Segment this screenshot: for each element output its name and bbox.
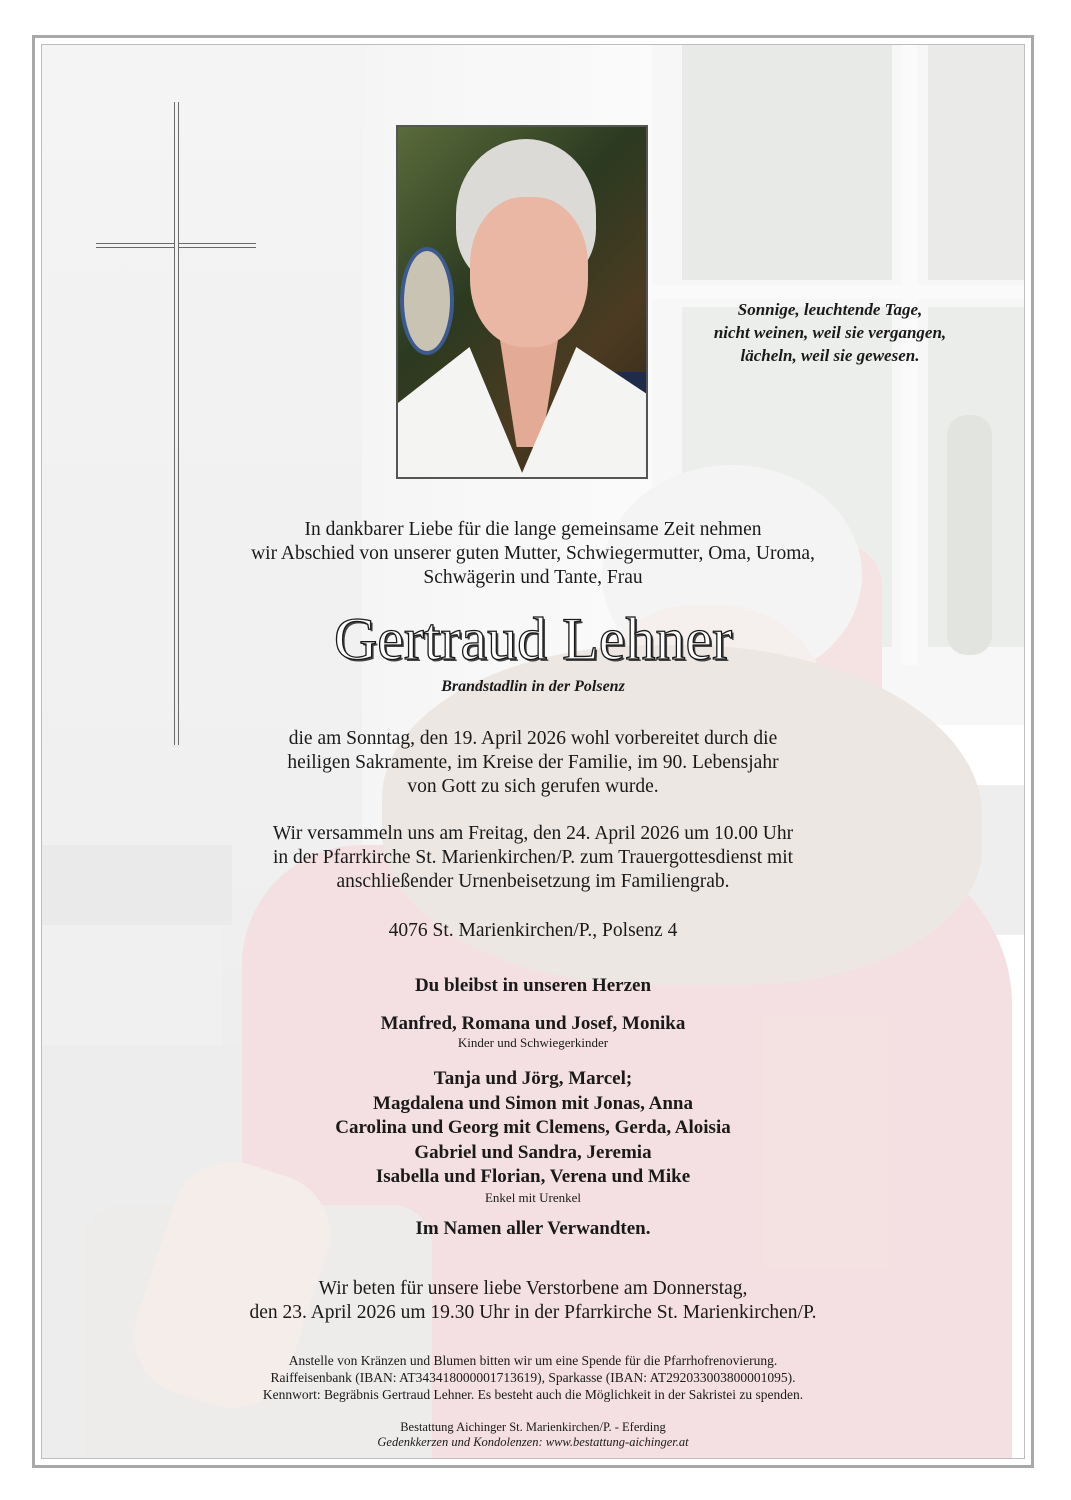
undertaker-name: Bestattung Aichinger St. Marienkirchen/P. - Eferding [400,1420,666,1434]
passing-line: die am Sonntag, den 19. April 2026 wohl vorbereitet durch die [288,728,778,749]
children-block [41,1013,1025,1051]
quote-line: nicht weinen, weil sie vergangen, [713,323,947,342]
service-line: Wir versammeln uns am Freitag, den 24. April 2026 um 10.00 Uhr [272,823,794,844]
service-text [41,822,1025,894]
donation-line: Kennwort: Begräbnis Gertraud Lehner. Es besteht auch die Möglichkeit in der Sakristei zu spenden. [262,1387,804,1402]
passing-line: von Gott zu sich gerufen wurde. [407,776,659,797]
quote-line: Sonnige, leuchtende Tage, [737,300,923,319]
children-role: Kinder und Schwiegerkinder [457,1035,609,1050]
donation-note [41,1352,1025,1403]
grandchildren-block [41,1067,1025,1206]
grandchildren-line: Isabella und Florian, Verena und Mike [375,1166,691,1187]
prayer-text [41,1277,1025,1325]
grandchildren-line: Carolina und Georg mit Clemens, Gerda, Aloisia [335,1117,731,1138]
intro-text [41,518,1025,590]
grandchildren-role: Enkel mit Urenkel [484,1189,582,1205]
prayer-line: Wir beten für unsere liebe Verstorbene am Donnerstag, [318,1278,748,1299]
prayer-line: den 23. April 2026 um 19.30 Uhr in der Pfarrkirche St. Marienkirchen/P. [249,1302,817,1323]
children-names: Manfred, Romana und Josef, Monika [380,1013,686,1034]
cross-joint [175,243,178,248]
donation-line: Anstelle von Kränzen und Blumen bitten wir um eine Spende für die Pfarrhofrenovierung. [288,1353,778,1368]
intro-line: In dankbarer Liebe für die lange gemeinsame Zeit nehmen [304,519,762,540]
grandchildren-line: Gabriel und Sandra, Jeremia [414,1141,652,1163]
undertaker-info [41,1420,1025,1450]
intro-line: wir Abschied von unserer guten Mutter, Schwiegermutter, Oma, Uroma, [251,543,815,564]
passing-text [41,727,1025,799]
motto: Du bleibst in unseren Herzen [414,975,652,996]
quote-line: lächeln, weil sie gewesen. [740,346,920,365]
service-line: in der Pfarrkirche St. Marienkirchen/P. zum Trauergottesdienst mit [272,847,794,868]
service-line: anschließender Urnenbeisetzung im Familiengrab. [336,871,730,892]
deceased-name: Gertraud Lehner [333,606,733,672]
donation-line: Raiffeisenbank (IBAN: AT343418000001713619), Sparkasse (IBAN: AT292033003800001095). [270,1370,796,1385]
intro-line: Schwägerin und Tante, Frau [423,567,643,588]
grandchildren-line: Tanja und Jörg, Marcel; [433,1068,633,1089]
grandchildren-line: Magdalena und Simon mit Jonas, Anna [373,1092,693,1114]
closing-line: Im Namen aller Verwandten. [415,1218,651,1239]
deceased-origin: Brandstadlin in der Polsenz [441,678,625,695]
undertaker-website: Gedenkkerzen und Kondolenzen: www.bestattung-aichinger.at [377,1435,689,1449]
family-address: 4076 St. Marienkirchen/P., Polsenz 4 [388,920,678,941]
passing-line: heiligen Sakramente, im Kreise der Familie, im 90. Lebensjahr [287,752,779,773]
portrait-photo [396,125,648,479]
portrait-face [470,197,588,347]
memorial-quote [660,298,1000,367]
portrait-plate [400,247,454,355]
